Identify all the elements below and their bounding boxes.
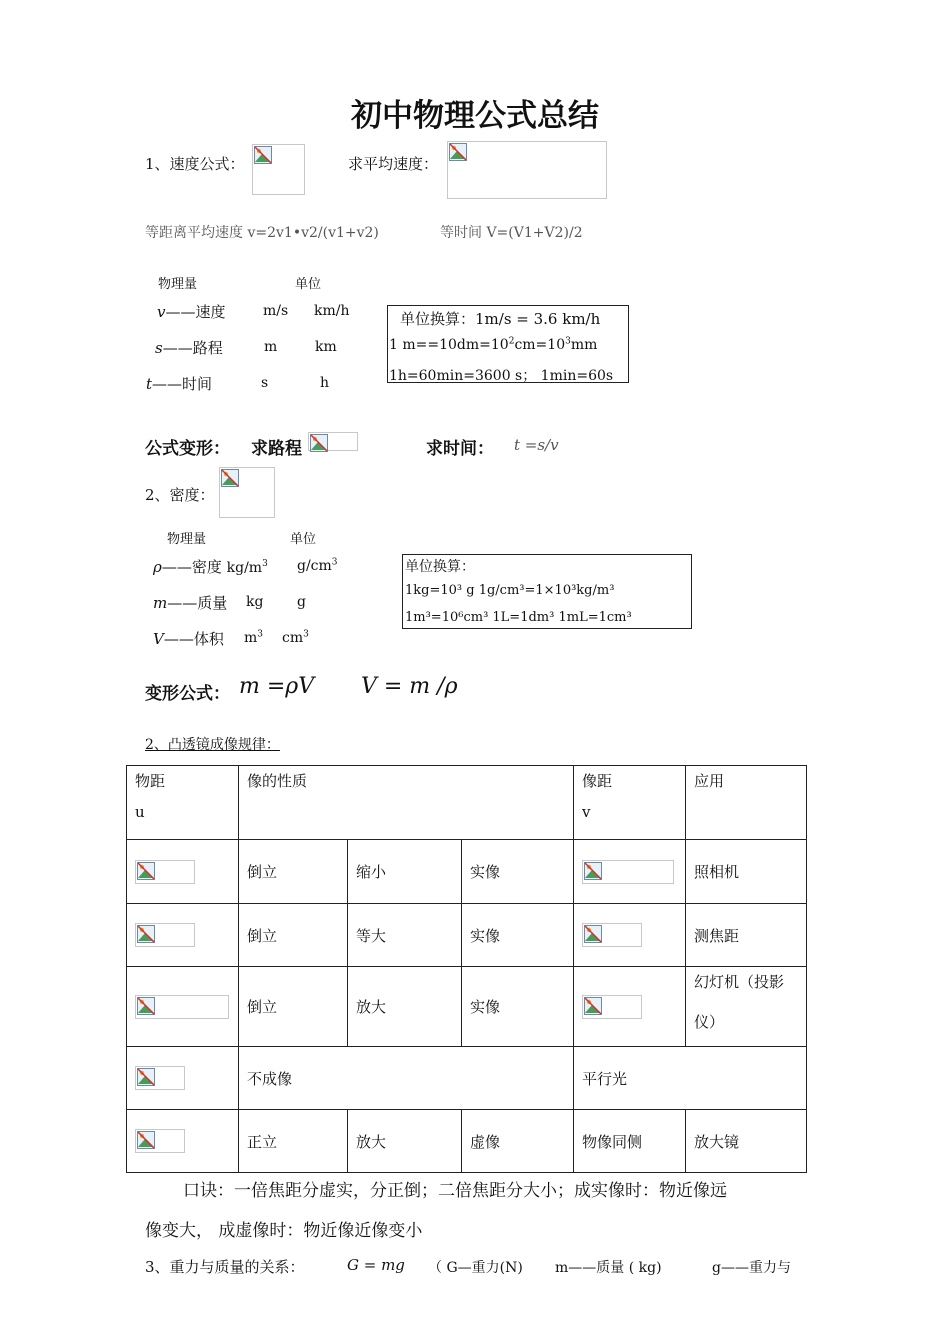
time-unit-alt: h <box>320 375 330 391</box>
find-time-label: 求时间： <box>426 439 494 459</box>
no-image-cell: 不成像 <box>239 1047 574 1110</box>
broken-image-icon <box>137 1068 155 1086</box>
density-conversion-line-2: 1kg=10³ g 1g/cm³=1×10³kg/m³ <box>405 583 615 598</box>
speed-header-quantity: 物理量 <box>158 277 198 292</box>
image-distance-cell <box>574 904 686 967</box>
density-header-quantity: 物理量 <box>167 532 207 547</box>
equal-distance-avg: 等距离平均速度 v=2v1•v2/(v1+v2) <box>145 225 379 241</box>
size-cell: 放大 <box>348 967 462 1047</box>
volume-unit-alt: $cm^3$ <box>282 629 309 646</box>
speed-row-distance: s——路程 <box>155 339 223 357</box>
speed-row-velocity: v——速度 <box>157 303 226 321</box>
application-cell: 放大镜 <box>686 1110 807 1173</box>
formula-image <box>582 860 674 884</box>
type-cell: 实像 <box>462 904 574 967</box>
gravity-part-m: m——质量 ( kg) <box>555 1260 662 1276</box>
header-image-distance: 像距 v <box>574 766 686 840</box>
formula-image <box>582 923 642 947</box>
broken-image-icon <box>137 925 155 943</box>
image-distance-cell <box>574 967 686 1047</box>
image-distance-cell <box>574 840 686 904</box>
volume-unit-si: $m^3$ <box>244 629 264 646</box>
speed-unit-conversion-box <box>387 305 629 383</box>
table-row <box>127 904 807 967</box>
size-cell: 缩小 <box>348 840 462 904</box>
speed-header-unit: 单位 <box>295 277 322 292</box>
density-row-rho: ρ——密度 $kg/m^3$ <box>153 558 268 576</box>
broken-image-icon <box>137 997 155 1015</box>
lens-imaging-table <box>126 765 807 1173</box>
broken-image-icon <box>310 434 328 452</box>
size-cell: 放大 <box>348 1110 462 1173</box>
application-cell: 幻灯机（投影 仪） <box>686 967 807 1047</box>
gravity-part-g: （ G—重力(N) <box>428 1260 523 1276</box>
broken-image-icon <box>584 997 602 1015</box>
broken-image-icon <box>137 1131 155 1149</box>
broken-image-icon <box>584 925 602 943</box>
formula-image <box>135 1066 185 1090</box>
velocity-unit-alt: km/h <box>314 303 350 319</box>
page-title: 初中物理公式总结 <box>351 98 599 134</box>
lens-heading: 2、凸透镜成像规律： <box>145 737 280 753</box>
equal-time-avg: 等时间 V=(V1+V2)/2 <box>440 225 583 241</box>
application-cell: 照相机 <box>686 840 807 904</box>
orientation-cell: 倒立 <box>239 840 348 904</box>
time-formula: t =s/v <box>514 436 559 454</box>
distance-unit-alt: km <box>315 339 337 355</box>
speed-conversion-line-3: 1h=60min=3600 s； 1min=60s <box>389 368 614 384</box>
mass-unit-alt: g <box>297 594 306 610</box>
gravity-formula: G = mg <box>347 1256 405 1274</box>
formula-image <box>582 995 642 1019</box>
table-row <box>127 840 807 904</box>
volume-formula: V = m /ρ <box>361 674 458 699</box>
table-row <box>127 1110 807 1173</box>
mass-unit-si: kg <box>246 594 264 610</box>
speed-row-time: t——时间 <box>146 375 213 393</box>
header-image-nature: 像的性质 <box>239 766 574 840</box>
time-unit-si: s <box>261 375 269 391</box>
formula-image <box>135 1129 185 1153</box>
distance-unit-si: m <box>264 339 278 355</box>
object-distance-cell <box>127 1047 239 1110</box>
table-row <box>127 1047 807 1110</box>
gravity-part-gconst: g——重力与 <box>712 1260 791 1276</box>
speed-formula-image <box>252 144 305 195</box>
formula-image <box>135 995 229 1019</box>
lens-header-row <box>127 766 807 840</box>
density-row-volume: V——体积 <box>153 630 224 648</box>
speed-formula-label: 1、速度公式： <box>145 155 245 173</box>
header-object-distance: 物距 u <box>127 766 239 840</box>
table-row <box>127 967 807 1047</box>
mass-formula: m =ρV <box>239 674 315 699</box>
avg-speed-image <box>447 141 607 199</box>
density-label: 2、密度： <box>145 486 215 504</box>
gravity-label: 3、重力与质量的关系： <box>145 1258 305 1276</box>
density-conversion-line-3: 1m³=10⁶cm³ 1L=1dm³ 1mL=1cm³ <box>405 610 632 625</box>
speed-transform-label: 公式变形： <box>145 439 230 459</box>
broken-image-icon <box>584 862 602 880</box>
density-formula-image <box>219 467 275 518</box>
avg-speed-label: 求平均速度： <box>348 155 439 173</box>
mnemonic-line-1: 口诀：一倍焦距分虚实，分正倒；二倍焦距分大小；成实像时：物近像远 <box>183 1181 727 1201</box>
size-cell: 等大 <box>348 904 462 967</box>
speed-conversion-line-2: 1 $m==10dm=10^2cm=10^3mm$ <box>389 336 598 353</box>
formula-image <box>135 860 195 884</box>
density-unit-conversion-box <box>402 554 692 629</box>
image-distance-cell: 物像同侧 <box>574 1110 686 1173</box>
distance-formula-image <box>308 432 358 451</box>
broken-image-icon <box>221 469 239 487</box>
mnemonic-line-2: 像变大， 成虚像时：物近像近像变小 <box>145 1221 423 1241</box>
type-cell: 虚像 <box>462 1110 574 1173</box>
formula-image <box>135 923 195 947</box>
object-distance-cell <box>127 840 239 904</box>
velocity-unit-si: m/s <box>263 303 289 319</box>
orientation-cell: 正立 <box>239 1110 348 1173</box>
type-cell: 实像 <box>462 840 574 904</box>
object-distance-cell <box>127 967 239 1047</box>
density-conversion-title: 单位换算： <box>405 559 475 575</box>
orientation-cell: 倒立 <box>239 967 348 1047</box>
density-header-unit: 单位 <box>290 532 317 547</box>
find-distance-label: 求路程 <box>251 439 302 459</box>
density-transform-label: 变形公式： <box>145 684 230 704</box>
parallel-light-cell: 平行光 <box>574 1047 807 1110</box>
type-cell: 实像 <box>462 967 574 1047</box>
broken-image-icon <box>449 143 467 161</box>
object-distance-cell <box>127 1110 239 1173</box>
density-row-mass: m——质量 <box>153 594 228 612</box>
orientation-cell: 倒立 <box>239 904 348 967</box>
broken-image-icon <box>254 146 272 164</box>
density-unit-alt: $g/cm^3$ <box>297 557 338 574</box>
broken-image-icon <box>137 862 155 880</box>
speed-conversion-line-1: 单位换算：1m/s = 3.6 km/h <box>400 310 601 328</box>
application-cell: 测焦距 <box>686 904 807 967</box>
object-distance-cell <box>127 904 239 967</box>
header-application: 应用 <box>686 766 807 840</box>
